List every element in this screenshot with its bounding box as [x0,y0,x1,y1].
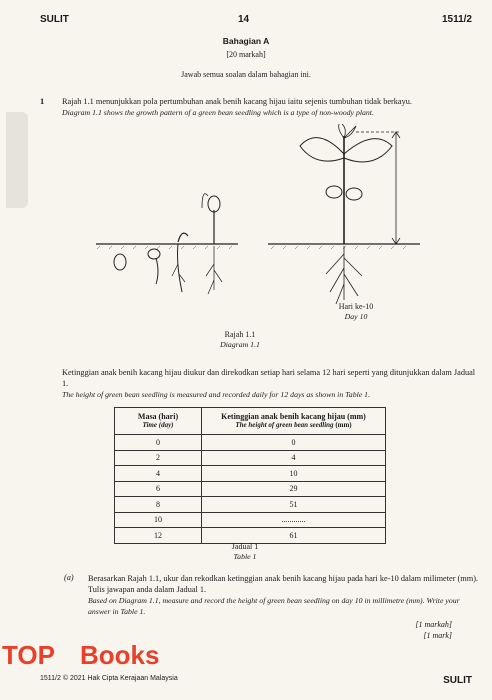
height-cell: 0 [202,435,386,451]
question-number: 1 [40,96,45,106]
intro-ms: Ketinggian anak benih kacang hijau diukur dan direkodkan setiap hari selama 12 hari seperti yang ditunjukkan dalam Jadual 1. [62,368,476,388]
table-caption [210,542,280,562]
col-height-header [202,408,386,435]
height-cell: 10 [202,466,386,482]
watermark-books: Books [80,640,160,670]
diagram-caption-en: Diagram 1.1 [220,340,260,349]
question-text-en: Diagram 1.1 shows the growth pattern of a green bean seedling which is a type of non-woody plant. [62,108,374,117]
table-row [115,435,386,451]
seedling-diagram [90,124,430,320]
question-text-ms: Rajah 1.1 menunjukkan pola pertumbuhan anak benih kacang hijau iaitu sejenis tumbuhan tidak berkayu. [62,97,412,106]
height-cell: 51 [202,497,386,513]
section-title: Bahagian A [222,36,270,46]
time-cell: 4 [115,466,202,482]
time-cell: 0 [115,435,202,451]
col-time-en: Time (day) [142,421,174,429]
side-tab [6,112,28,208]
paper-code: 1511/2 [441,14,472,25]
answer-cell[interactable]: ............ [202,512,386,528]
day10-ms: Hari ke-10 [338,302,374,311]
part-a-en: Based on Diagram 1.1, measure and record the height of green bean seedling on day 10 in millimetre (mm). Write your answer in Table 1. [88,596,460,616]
footer-copyright: 1511/2 © 2021 Hak Cipta Kerajaan Malaysia [40,675,178,682]
time-cell: 2 [115,450,202,466]
col-time-header [115,408,202,435]
table-row [115,497,386,513]
col-height-ms: Ketinggian anak benih kacang hijau (mm) [221,412,366,421]
watermark-top: TOP [2,640,55,670]
table-row [115,450,386,466]
table-row [115,466,386,482]
time-cell: 10 [115,512,202,528]
part-a-marks-en: [1 mark] [423,631,452,640]
time-cell: 8 [115,497,202,513]
diagram-caption [200,330,280,350]
col-height-unit: (mm) [333,421,352,429]
header-left: SULIT [40,14,69,25]
day10-label [316,302,396,322]
footer-sulit: SULIT [443,675,472,686]
part-a-label: (a) [64,573,74,582]
time-cell: 6 [115,481,202,497]
table-caption-en: Table 1 [233,552,257,561]
height-table [114,407,386,544]
intro-paragraph [62,367,482,400]
table-caption-ms: Jadual 1 [231,542,259,551]
intro-en: The height of green bean seedling is measured and recorded daily for 12 days as shown in Table 1. [62,390,371,399]
diagram-caption-ms: Rajah 1.1 [224,330,256,339]
part-a-marks-ms: [1 markah] [415,620,452,629]
table-row [115,512,386,528]
table-row [115,528,386,544]
time-cell: 12 [115,528,202,544]
table-row [115,481,386,497]
day10-en: Day 10 [344,312,368,321]
section-marks: [20 markah] [226,50,266,59]
height-cell: 4 [202,450,386,466]
col-time-ms: Masa (hari) [137,412,179,421]
part-a-text [88,573,484,617]
col-height-en: The height of green bean seedling [235,421,334,429]
part-a-ms: Berasarkan Rajah 1.1, ukur dan rekodkan ketinggian anak benih kacang hijau pada hari ke-10 dalam milimeter (mm). Tulis jawapan anda dalam Jadual 1. [88,574,479,594]
question-text [62,96,482,118]
height-cell: 29 [202,481,386,497]
section-instruction: Jawab semua soalan dalam bahagian ini. [181,70,311,79]
page-number: 14 [238,14,250,25]
height-cell: 61 [202,528,386,544]
